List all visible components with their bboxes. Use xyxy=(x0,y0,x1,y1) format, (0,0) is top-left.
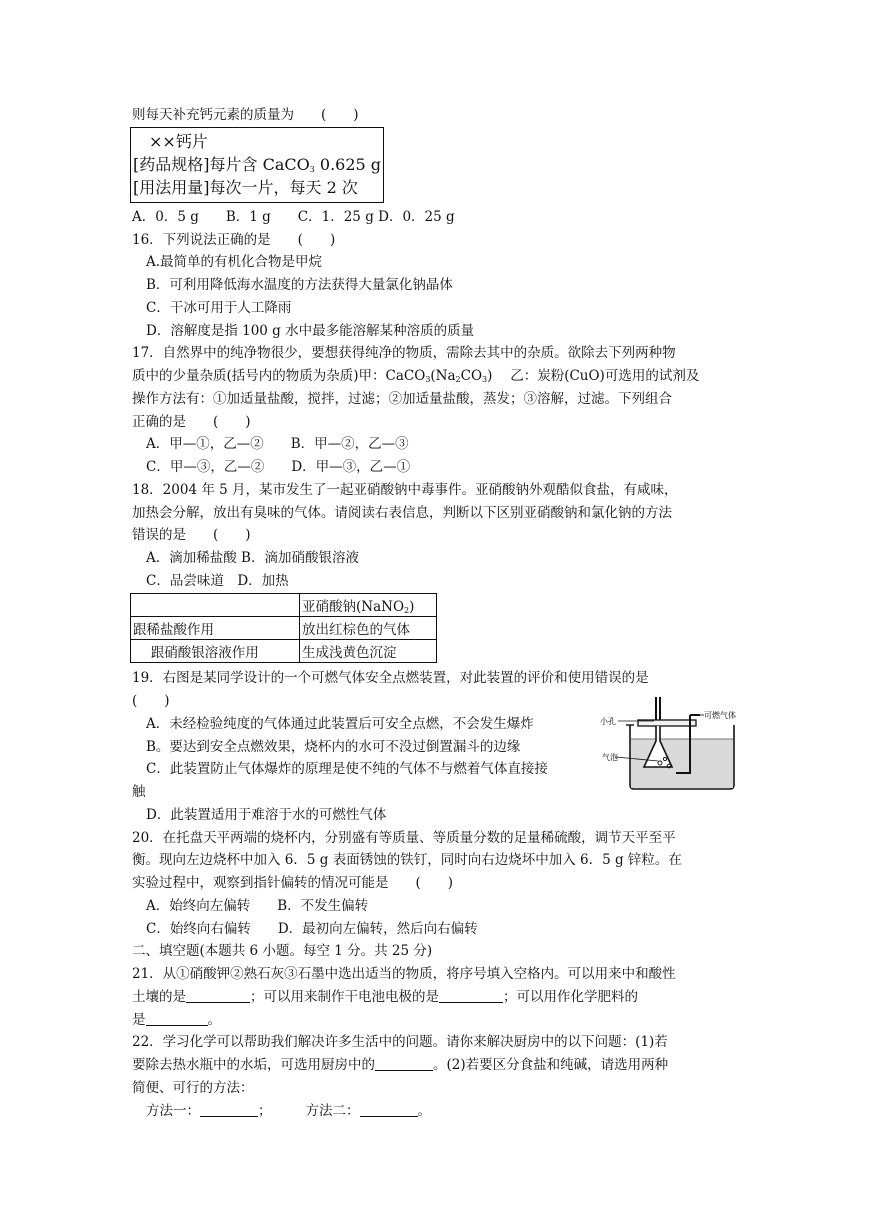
q21-line3: 是 。 xyxy=(132,1012,221,1028)
label-spec: [药品规格]每片含 CaCO$_3$ 0.625 g xyxy=(133,155,382,174)
q22-method1-blank[interactable] xyxy=(200,1102,258,1117)
q21-blank-2[interactable] xyxy=(439,988,503,1003)
q21-blank-1[interactable] xyxy=(186,988,250,1003)
q22-line1: 22．学习化学可以帮助我们解决许多生活中的问题。请你来解决厨房中的以下问题：(1)若 xyxy=(132,1034,668,1050)
q17-line2: 质中的少量杂质(括号内的物质为杂质)甲：$CaCO_3(Na_2CO_3)$ 乙：炭粉(CuO)可选用的试剂及 xyxy=(132,368,700,384)
q16-stem: 16．下列说法正确的是 ( ) xyxy=(132,232,336,248)
q20-line1: 20．在托盘天平两端的烧杯内，分别盛有等质量、等质量分数的足量稀硫酸，调节天平至平 xyxy=(132,830,676,846)
q18-line3: 错误的是 ( ) xyxy=(132,527,251,543)
q19-option-d: D．此装置适用于难溶于水的可燃性气体 xyxy=(146,807,387,823)
section2-heading: 二、填空题(本题共 6 小题。每空 1 分。共 25 分) xyxy=(132,943,433,959)
q16-option-d: D．溶解度是指 100 g 水中最多能溶解某种溶质的质量 xyxy=(146,323,475,339)
q19-line2: ( ) xyxy=(132,693,170,709)
q22-methods: 方法一： ； 方法二： 。 xyxy=(146,1103,431,1119)
q20-line2: 衡。现向左边烧杯中加入 6．5 g 表面锈蚀的铁钉，同时向右边烧坏中加入 6．5 g 锌粒。在 xyxy=(132,852,682,868)
table-row2-value: 生成浅黄色沉淀 xyxy=(300,640,437,663)
q21-blank-3[interactable] xyxy=(146,1011,208,1026)
q22-method2-blank[interactable] xyxy=(360,1102,418,1117)
table-header-empty xyxy=(131,594,300,617)
fig-label-gas: 可燃气体 xyxy=(704,711,736,720)
q17-options-2: C．甲—③，乙—② D．甲—③，乙—① xyxy=(146,459,411,475)
q17-options-1: A．甲—①，乙—② B．甲—②，乙—③ xyxy=(146,436,409,452)
fig-label-small-hole: 小孔 xyxy=(600,717,616,726)
q19-option-a: A．未经检验纯度的气体通过此装置后可安全点燃，不会发生爆炸 xyxy=(146,716,534,732)
fig-label-bubble: 气泡 xyxy=(602,753,618,762)
q16-option-c: C．干冰可用于人工降雨 xyxy=(146,300,292,316)
q21-line2: 土壤的是 ；可以用来制作干电池电极的是 ；可以用作化学肥料的 xyxy=(132,989,638,1005)
q19-option-c: C．此装置防止气体爆炸的原理是使不纯的气体不与燃着气体直接接 xyxy=(146,761,548,777)
table-row1-label: 跟稀盐酸作用 xyxy=(131,617,300,640)
label-title: ××钙片 xyxy=(133,132,208,151)
q15-options: A．0．5 g B．1 g C．1．25 g D．0．25 g xyxy=(132,209,455,225)
q16-option-a: A.最简单的有机化合物是甲烷 xyxy=(146,254,323,270)
table-header-nitrite: 亚硝酸钠(NaNO$_2$) xyxy=(300,594,437,617)
q19-option-c-cont: 触 xyxy=(132,784,146,800)
q20-line3: 实验过程中，观察到指针偏转的情况可能是 ( ) xyxy=(132,875,454,891)
q16-option-b: B．可利用降低海水温度的方法获得大量氯化钠晶体 xyxy=(146,277,453,293)
q22-blank-1[interactable] xyxy=(375,1056,433,1071)
q18-options-2: C．品尝味道 D．加热 xyxy=(146,573,289,589)
q22-line2: 要除去热水瓶中的水垢，可选用厨房中的 。(2)若要区分食盐和纯碱，请选用两种 xyxy=(132,1057,669,1073)
q21-line1: 21．从①硝酸钾②熟石灰③石墨中选出适当的物质，将序号填入空格内。可以用来中和酸性 xyxy=(132,966,676,982)
q18-options-1: A．滴加稀盐酸 B．滴加硝酸银溶液 xyxy=(146,550,359,566)
q19-line1: 19．右图是某同学设计的一个可燃气体安全点燃装置，对此装置的评价和使用错误的是 xyxy=(132,670,649,686)
label-usage: [用法用量]每次一片，每天 2 次 xyxy=(133,178,358,197)
table-row1-value: 放出红棕色的气体 xyxy=(300,617,437,640)
q22-line3: 简便、可行的方法： xyxy=(132,1080,254,1096)
q18-line2: 加热会分解，放出有臭味的气体。请阅读右表信息，判断以下区别亚硝酸钠和氯化钠的方法 xyxy=(132,505,672,521)
q17-line4: 正确的是 ( ) xyxy=(132,414,251,430)
safe-ignition-apparatus-figure xyxy=(600,693,740,793)
q17-line1: 17．自然界中的纯净物很少，要想获得纯净的物质，需除去其中的杂质。欲除去下列两种物 xyxy=(132,345,676,361)
nitrite-info-table xyxy=(130,593,437,663)
q17-line3: 操作方法有：①加适量盐酸，搅拌，过滤；②加适量盐酸，蒸发；③溶解，过滤。下列组合 xyxy=(132,391,672,407)
q19-option-b: B。要达到安全点燃效果，烧杯内的水可不没过倒置漏斗的边缘 xyxy=(146,739,521,755)
q20-options-1: A．始终向左偏转 B．不发生偏转 xyxy=(146,898,369,914)
q20-options-2: C．始终向右偏转 D．最初向左偏转，然后向右偏转 xyxy=(146,921,478,937)
table-row2-label: 跟硝酸银溶液作用 xyxy=(131,640,300,663)
q18-line1: 18．2004 年 5 月，某市发生了一起亚硝酸钠中毒事件。亚硝酸钠外观酷似食盐，有咸味， xyxy=(132,482,678,498)
q15-stem: 则每天补充钙元素的质量为 ( ) xyxy=(132,107,359,123)
calcium-tablet-label-box xyxy=(130,127,384,203)
